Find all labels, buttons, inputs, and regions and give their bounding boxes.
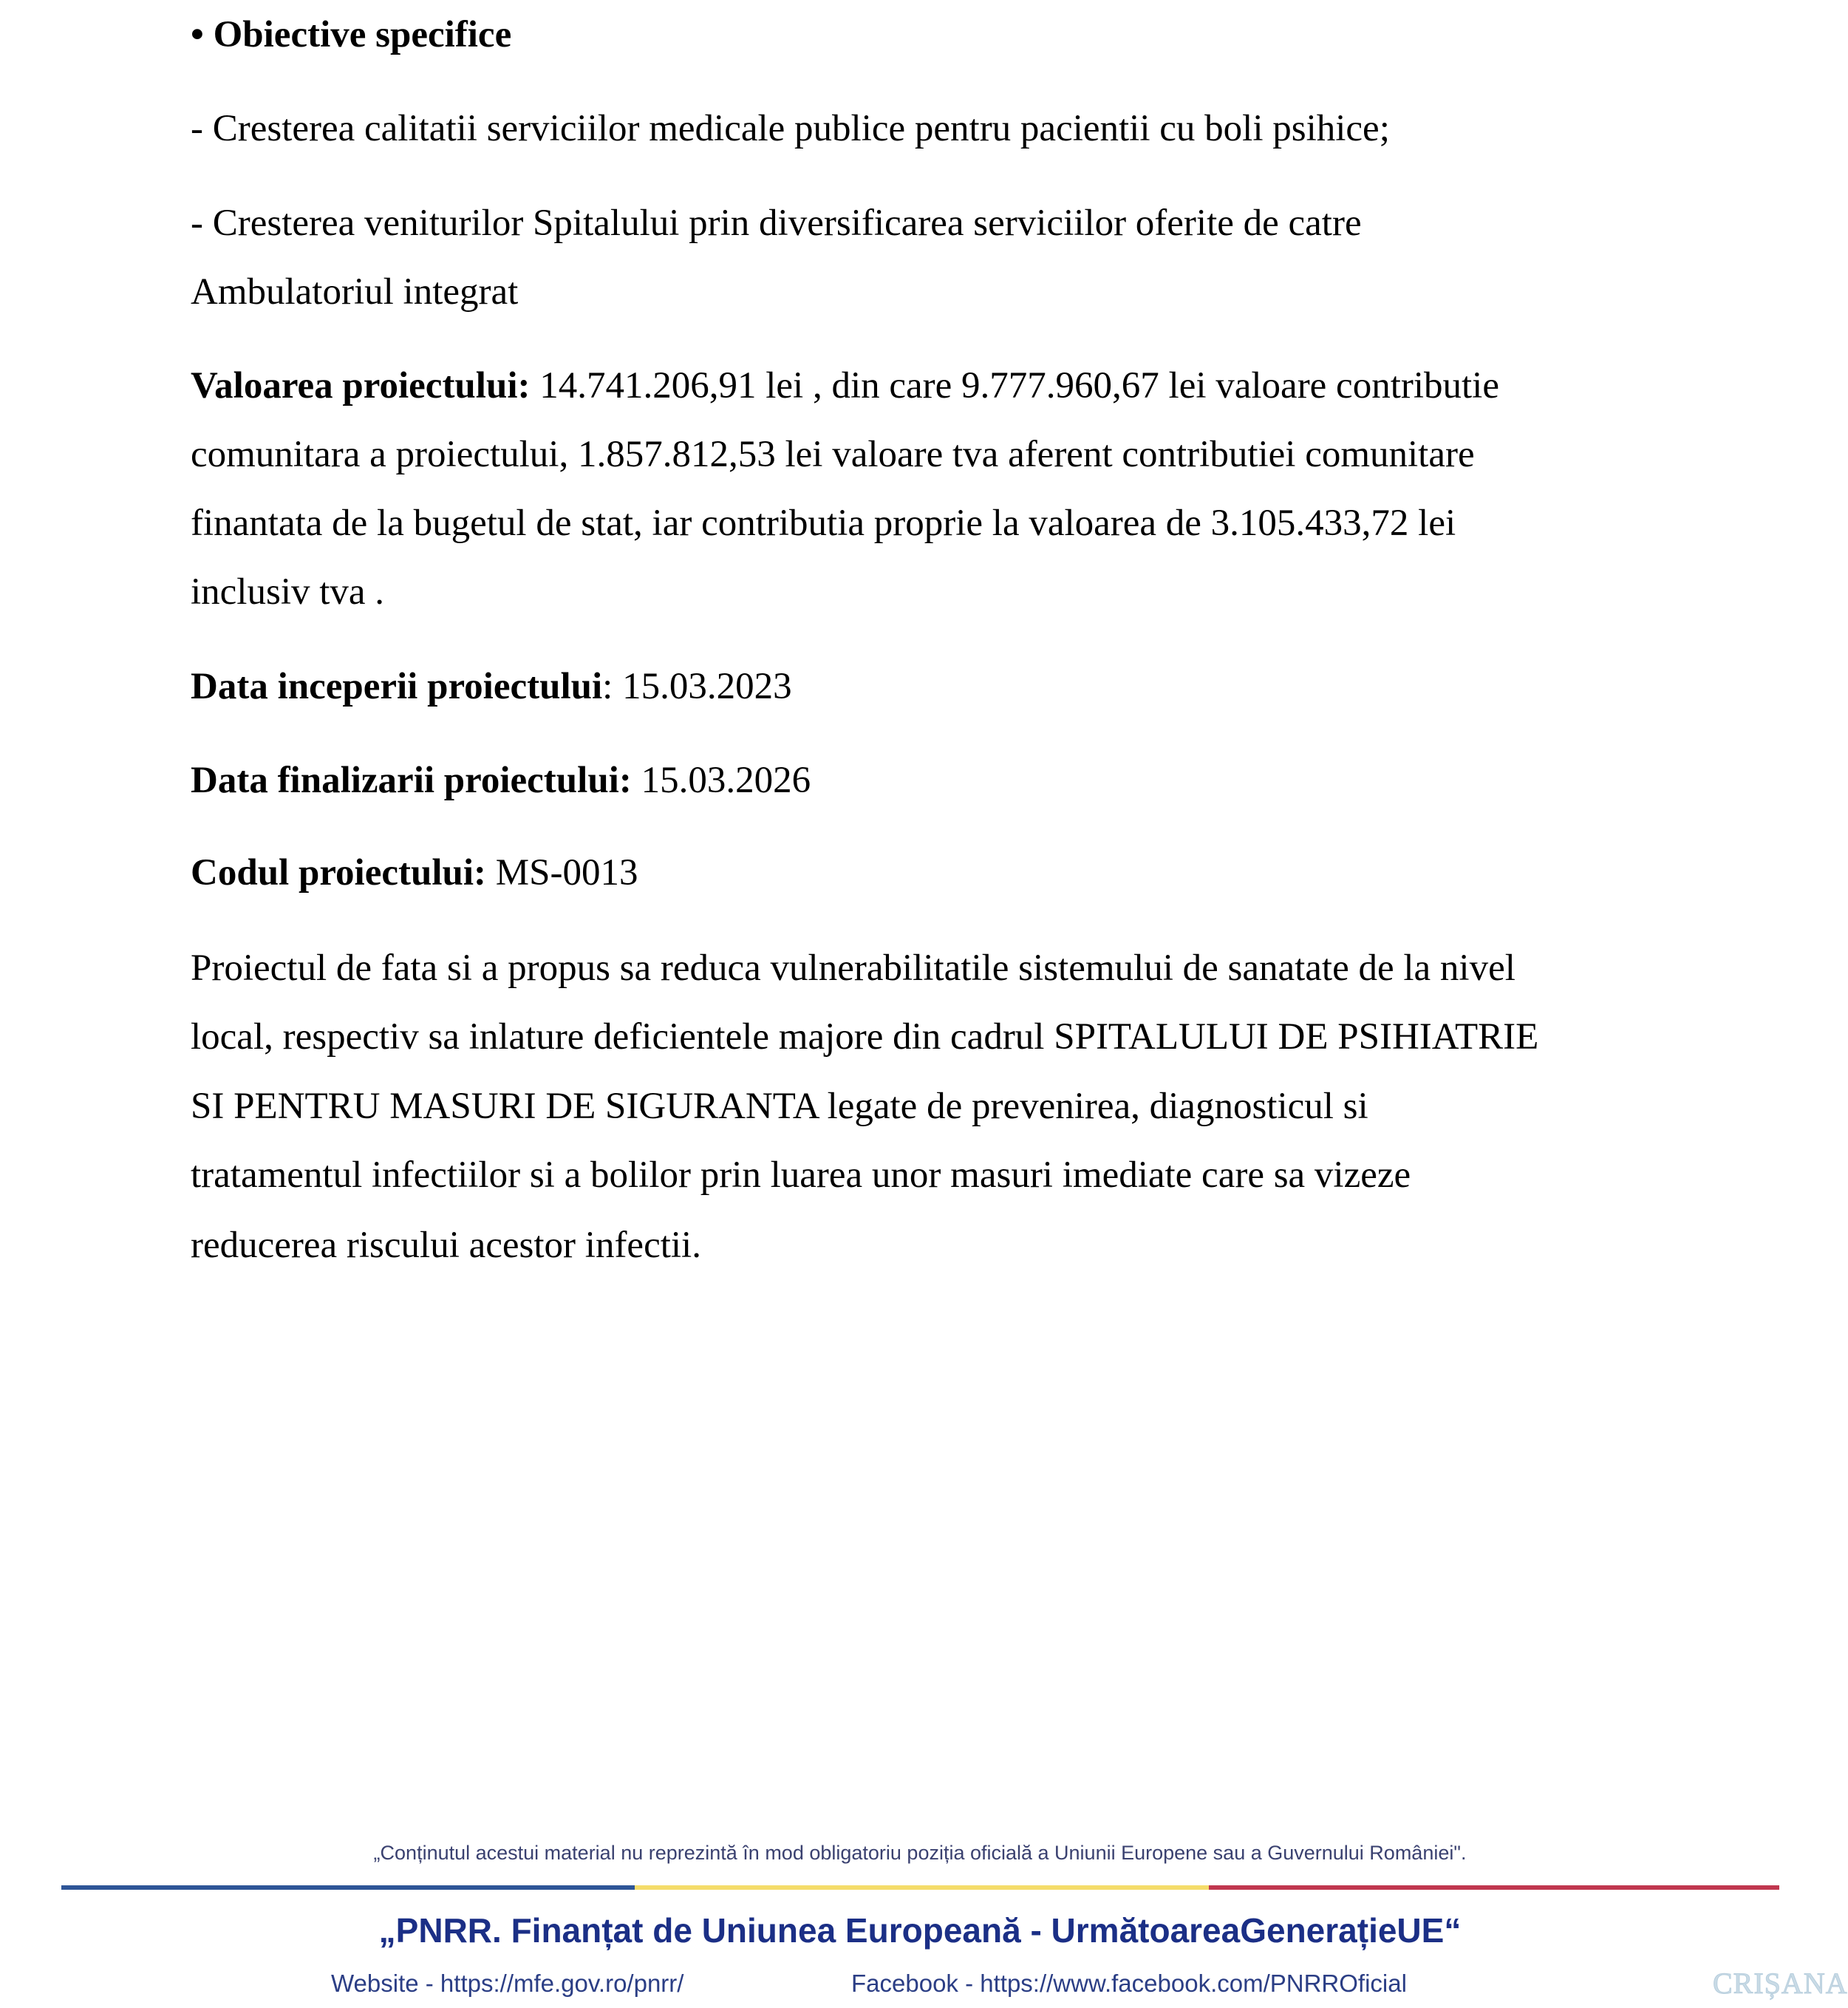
description-line: reducerea riscului acestor infectii. (191, 1225, 701, 1266)
project-code (191, 854, 638, 892)
footer-disclaimer: „Conținutul acestui material nu reprezintă în mod obligatoriu poziția oficială a Uniunii Europene sau a Guvernului României". (373, 1842, 1467, 1864)
objective-item: - Cresterea veniturilor Spitalului prin diversificarea serviciilor oferite de catre (191, 202, 1362, 244)
start-date-value: 15.03.2023 (622, 666, 792, 707)
start-date-label: Data inceperii proiectului (191, 666, 603, 707)
project-code-label: Codul proiectului: (191, 852, 487, 894)
project-value-line: finantata de la bugetul de stat, iar contributia proprie la valoarea de 3.105.433,72 lei (191, 503, 1456, 544)
description-line: local, respectiv sa inlature deficientele majore din cadrul SPITALULUI DE PSIHIATRIE (191, 1016, 1539, 1058)
footer-website-link[interactable]: Website - https://mfe.gov.ro/pnrr/ (331, 1970, 684, 1997)
end-date (191, 762, 811, 800)
project-code-value: MS-0013 (486, 852, 638, 894)
project-value-line: comunitara a proiectului, 1.857.812,53 lei valoare tva aferent contributiei comunitare (191, 434, 1475, 475)
end-date-value: 15.03.2026 (631, 760, 811, 801)
start-date (191, 668, 792, 706)
description-line: Proiectul de fata si a propus sa reduca vulnerabilitatile sistemului de sanatate de la nivel (191, 947, 1515, 989)
flag-stripe-yellow (635, 1885, 1209, 1890)
project-value-line: inclusiv tva . (191, 571, 385, 613)
start-date-separator: : (602, 666, 623, 707)
project-value-text: 14.741.206,91 lei , din care 9.777.960,67 lei valoare contributie (530, 365, 1499, 406)
objective-item: - Cresterea calitatii serviciilor medicale publice pentru pacientii cu boli psihice; (191, 108, 1390, 149)
watermark-logo: CRIȘANA (1713, 1967, 1848, 2000)
description-line: SI PENTRU MASURI DE SIGURANTA legate de prevenirea, diagnosticul si (191, 1086, 1368, 1127)
flag-stripe-red (1209, 1885, 1779, 1890)
footer-facebook-link[interactable]: Facebook - https://www.facebook.com/PNRROficial (851, 1970, 1407, 1997)
flag-stripe-blue (61, 1885, 635, 1890)
end-date-label: Data finalizarii proiectului: (191, 760, 632, 801)
objective-item-continuation: Ambulatoriul integrat (191, 271, 519, 313)
objectives-heading-text: Obiective specifice (213, 14, 512, 55)
description-line: tratamentul infectiilor si a bolilor prin luarea unor masuri imediate care sa vizeze (191, 1154, 1411, 1196)
bullet: • (191, 14, 204, 55)
objectives-heading (191, 16, 511, 54)
footer-slogan: „PNRR. Finanțat de Uniunea Europeană - UrmătoareaGenerațieUE“ (378, 1911, 1462, 1950)
project-value-label: Valoarea proiectului: (191, 365, 531, 406)
project-value-line (191, 367, 1499, 405)
